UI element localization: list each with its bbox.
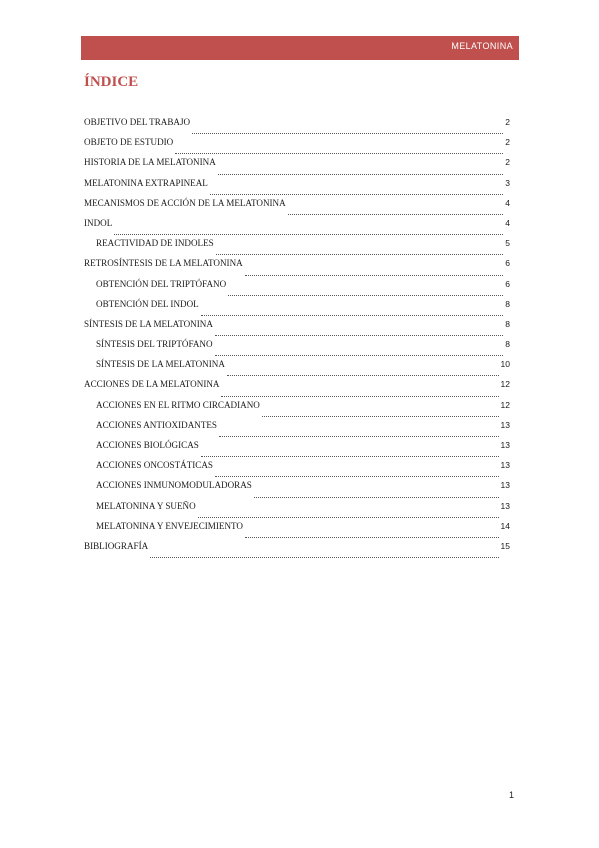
toc-dot-leader (218, 174, 503, 175)
header-title: MELATONINA (451, 41, 513, 51)
toc-dot-leader (288, 214, 504, 215)
toc-entry-label: ACCIONES EN EL RITMO CIRCADIANO (96, 399, 260, 410)
toc-entry-page: 14 (500, 520, 510, 531)
toc-entry-label: HISTORIA DE LA MELATONINA (84, 157, 216, 168)
toc-entry-page: 13 (500, 419, 510, 430)
header-bar (81, 36, 519, 60)
toc-entry-label: OBTENCIÓN DEL TRIPTÓFANO (96, 278, 227, 289)
toc-entry-label: ACCIONES ONCOSTÁTICAS (96, 460, 213, 471)
toc-entry-page: 13 (500, 460, 510, 471)
toc-entry[interactable] (84, 359, 514, 379)
toc-entry[interactable] (84, 258, 514, 278)
toc-dot-leader (245, 537, 499, 538)
toc-entry-page: 15 (500, 540, 510, 551)
toc-entry-label: INDOL (84, 217, 113, 228)
toc-dot-leader (245, 275, 504, 276)
toc-dot-leader (228, 295, 503, 296)
toc-entry-label: OBTENCIÓN DEL INDOL (96, 298, 199, 309)
toc-dot-leader (254, 497, 499, 498)
toc-entry-page: 10 (500, 359, 510, 370)
toc-entry-page: 3 (505, 177, 510, 188)
toc-entry-label: ACCIONES ANTIOXIDANTES (96, 419, 217, 430)
toc-entry[interactable] (84, 279, 514, 299)
toc-entry-page: 13 (500, 500, 510, 511)
toc-entry-label: MECANISMOS DE ACCIÓN DE LA MELATONINA (84, 197, 286, 208)
toc-dot-leader (114, 234, 503, 235)
toc-dot-leader (216, 254, 504, 255)
toc-entry-page: 13 (500, 480, 510, 491)
toc-entry[interactable] (84, 339, 514, 359)
toc-entry-label: OBJETIVO DEL TRABAJO (84, 117, 191, 127)
table-of-contents (84, 117, 514, 561)
toc-entry[interactable] (84, 218, 514, 238)
toc-entry-page: 6 (505, 278, 510, 289)
toc-dot-leader (227, 375, 499, 376)
toc-entry[interactable] (84, 541, 514, 561)
toc-entry[interactable] (84, 501, 514, 521)
toc-entry[interactable] (84, 521, 514, 541)
toc-entry-page: 8 (505, 318, 510, 329)
toc-dot-leader (210, 194, 503, 195)
toc-entry-label: OBJETO DE ESTUDIO (84, 137, 174, 148)
toc-entry-label: MELATONINA EXTRAPINEAL (84, 177, 208, 188)
toc-dot-leader (201, 315, 504, 316)
toc-entry-label: SÍNTESIS DE LA MELATONINA (96, 359, 225, 370)
toc-entry-page: 12 (500, 379, 510, 390)
toc-dot-leader (215, 476, 499, 477)
toc-dot-leader (201, 456, 499, 457)
toc-entry[interactable] (84, 117, 514, 137)
toc-entry[interactable] (84, 178, 514, 198)
toc-entry-page: 13 (500, 440, 510, 450)
toc-title: ÍNDICE (84, 74, 139, 90)
toc-entry-label: ACCIONES INMUNOMODULADORAS (96, 480, 252, 491)
toc-dot-leader (219, 436, 499, 437)
toc-dot-leader (215, 335, 503, 336)
toc-entry-label: MELATONINA Y ENVEJECIMIENTO (96, 520, 244, 531)
toc-entry-label: RETROSÍNTESIS DE LA MELATONINA (84, 258, 243, 269)
toc-dot-leader (215, 355, 504, 356)
toc-dot-leader (150, 557, 498, 558)
toc-dot-leader (262, 416, 499, 417)
toc-dot-leader (192, 133, 503, 134)
toc-entry-page: 8 (505, 339, 510, 350)
toc-entry-page: 2 (505, 137, 510, 148)
toc-entry[interactable] (84, 137, 514, 157)
toc-entry-page: 2 (505, 117, 510, 127)
toc-entry[interactable] (84, 440, 514, 460)
toc-entry-label: REACTIVIDAD DE INDOLES (96, 238, 214, 249)
toc-entry[interactable] (84, 238, 514, 258)
toc-entry-page: 5 (505, 238, 510, 249)
toc-entry[interactable] (84, 379, 514, 399)
toc-entry-label: ACCIONES BIOLÓGICAS (96, 440, 199, 450)
toc-entry[interactable] (84, 319, 514, 339)
toc-entry[interactable] (84, 460, 514, 480)
toc-entry[interactable] (84, 480, 514, 500)
toc-entry-label: MELATONINA Y SUEÑO (96, 500, 196, 511)
toc-entry-label: SÍNTESIS DEL TRIPTÓFANO (96, 339, 213, 350)
page-number: 1 (508, 790, 514, 800)
toc-dot-leader (198, 517, 499, 518)
toc-entry-page: 12 (500, 399, 510, 410)
toc-entry-label: ACCIONES DE LA MELATONINA (84, 379, 220, 390)
toc-entry-page: 6 (505, 258, 510, 269)
toc-entry[interactable] (84, 198, 514, 218)
toc-entry[interactable] (84, 157, 514, 177)
toc-entry-label: SÍNTESIS DE LA MELATONINA (84, 318, 213, 329)
toc-entry-label: BIBLIOGRAFÍA (84, 540, 149, 551)
toc-entry-page: 4 (505, 217, 510, 228)
toc-entry[interactable] (84, 420, 514, 440)
toc-dot-leader (175, 153, 503, 154)
toc-dot-leader (221, 396, 498, 397)
toc-entry-page: 2 (505, 157, 510, 168)
toc-entry-page: 4 (505, 197, 510, 208)
toc-entry[interactable] (84, 400, 514, 420)
toc-entry-page: 8 (505, 298, 510, 309)
toc-entry[interactable] (84, 299, 514, 319)
